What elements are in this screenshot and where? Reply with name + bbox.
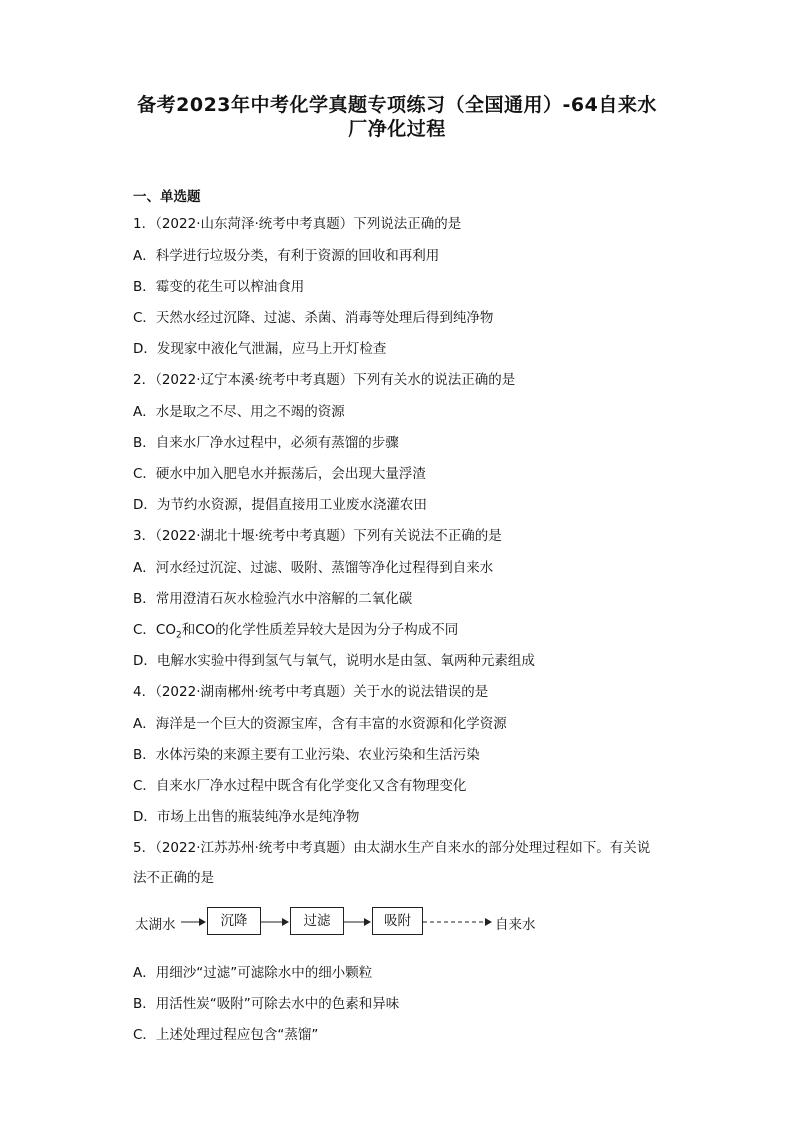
section-heading: 一、单选题 bbox=[133, 189, 201, 205]
document-title-line-2: 厂净化过程 bbox=[348, 118, 446, 140]
question-5-stem-line-2: 法不正确的是 bbox=[133, 870, 214, 886]
question-2-option-b: B．自来水厂净水过程中，必须有蒸馏的步骤 bbox=[133, 435, 399, 451]
question-1-option-d: D．发现家中液化气泄漏，应马上开灯检查 bbox=[133, 341, 387, 357]
question-3-option-b: B．常用澄清石灰水检验汽水中溶解的二氧化碳 bbox=[133, 591, 413, 607]
question-4-option-a: A．海洋是一个巨大的资源宝库，含有丰富的水资源和化学资源 bbox=[133, 716, 507, 732]
flow-step-filtration: 过滤 bbox=[290, 907, 344, 935]
question-4-option-d: D．市场上出售的瓶装纯净水是纯净物 bbox=[133, 809, 360, 825]
question-2-option-d: D．为节约水资源，提倡直接用工业废水浇灌农田 bbox=[133, 497, 427, 513]
question-3-option-c-subscript: 2 bbox=[175, 630, 182, 641]
question-5-option-c: C．上述处理过程应包含“蒸馏” bbox=[133, 1027, 319, 1043]
question-4-option-c: C．自来水厂净水过程中既含有化学变化又含有物理变化 bbox=[133, 778, 467, 794]
question-3-option-c-prefix: C．CO bbox=[133, 622, 176, 638]
question-1-stem: 1．（2022·山东菏泽·统考中考真题）下列说法正确的是 bbox=[133, 216, 462, 232]
flow-step-adsorption: 吸附 bbox=[372, 907, 423, 935]
question-3-option-c-rest: 和CO的化学性质差异较大是因为分子构成不同 bbox=[181, 622, 459, 638]
question-2-stem: 2．（2022·辽宁本溪·统考中考真题）下列有关水的说法正确的是 bbox=[133, 372, 516, 388]
question-4-option-b: B．水体污染的来源主要有工业污染、农业污染和生活污染 bbox=[133, 747, 480, 763]
question-1-option-c: C．天然水经过沉降、过滤、杀菌、消毒等处理后得到纯净物 bbox=[133, 310, 494, 326]
question-3-option-d: D．电解水实验中得到氢气与氧气，说明水是由氢、氧两种元素组成 bbox=[133, 653, 535, 669]
question-5-option-a: A．用细沙“过滤”可滤除水中的细小颗粒 bbox=[133, 965, 373, 981]
question-5-option-b: B．用活性炭“吸附”可除去水中的色素和异味 bbox=[133, 996, 400, 1012]
question-1-option-b: B．霉变的花生可以榨油食用 bbox=[133, 279, 305, 295]
document-title-line-1: 备考2023年中考化学真题专项练习（全国通用）-64自来水 bbox=[137, 94, 657, 116]
flow-end-label: 自来水 bbox=[495, 917, 536, 933]
question-3-option-c bbox=[133, 618, 458, 641]
flow-start-label: 太湖水 bbox=[135, 917, 176, 933]
question-4-stem: 4．（2022·湖南郴州·统考中考真题）关于水的说法错误的是 bbox=[133, 684, 489, 700]
question-3-stem: 3．（2022·湖北十堰·统考中考真题）下列有关说法不正确的是 bbox=[133, 528, 502, 544]
flow-step-sedimentation: 沉降 bbox=[207, 907, 261, 935]
process-flow-diagram bbox=[133, 905, 673, 939]
question-1-option-a: A．科学进行垃圾分类，有利于资源的回收和再利用 bbox=[133, 248, 440, 264]
question-3-option-a: A．河水经过沉淀、过滤、吸附、蒸馏等净化过程得到自来水 bbox=[133, 560, 494, 576]
question-2-option-c: C．硬水中加入肥皂水并振荡后，会出现大量浮渣 bbox=[133, 466, 426, 482]
question-5-stem-line-1: 5．（2022·江苏苏州·统考中考真题）由太湖水生产自来水的部分处理过程如下。有关说 bbox=[133, 840, 651, 856]
question-2-option-a: A．水是取之不尽、用之不竭的资源 bbox=[133, 404, 345, 420]
